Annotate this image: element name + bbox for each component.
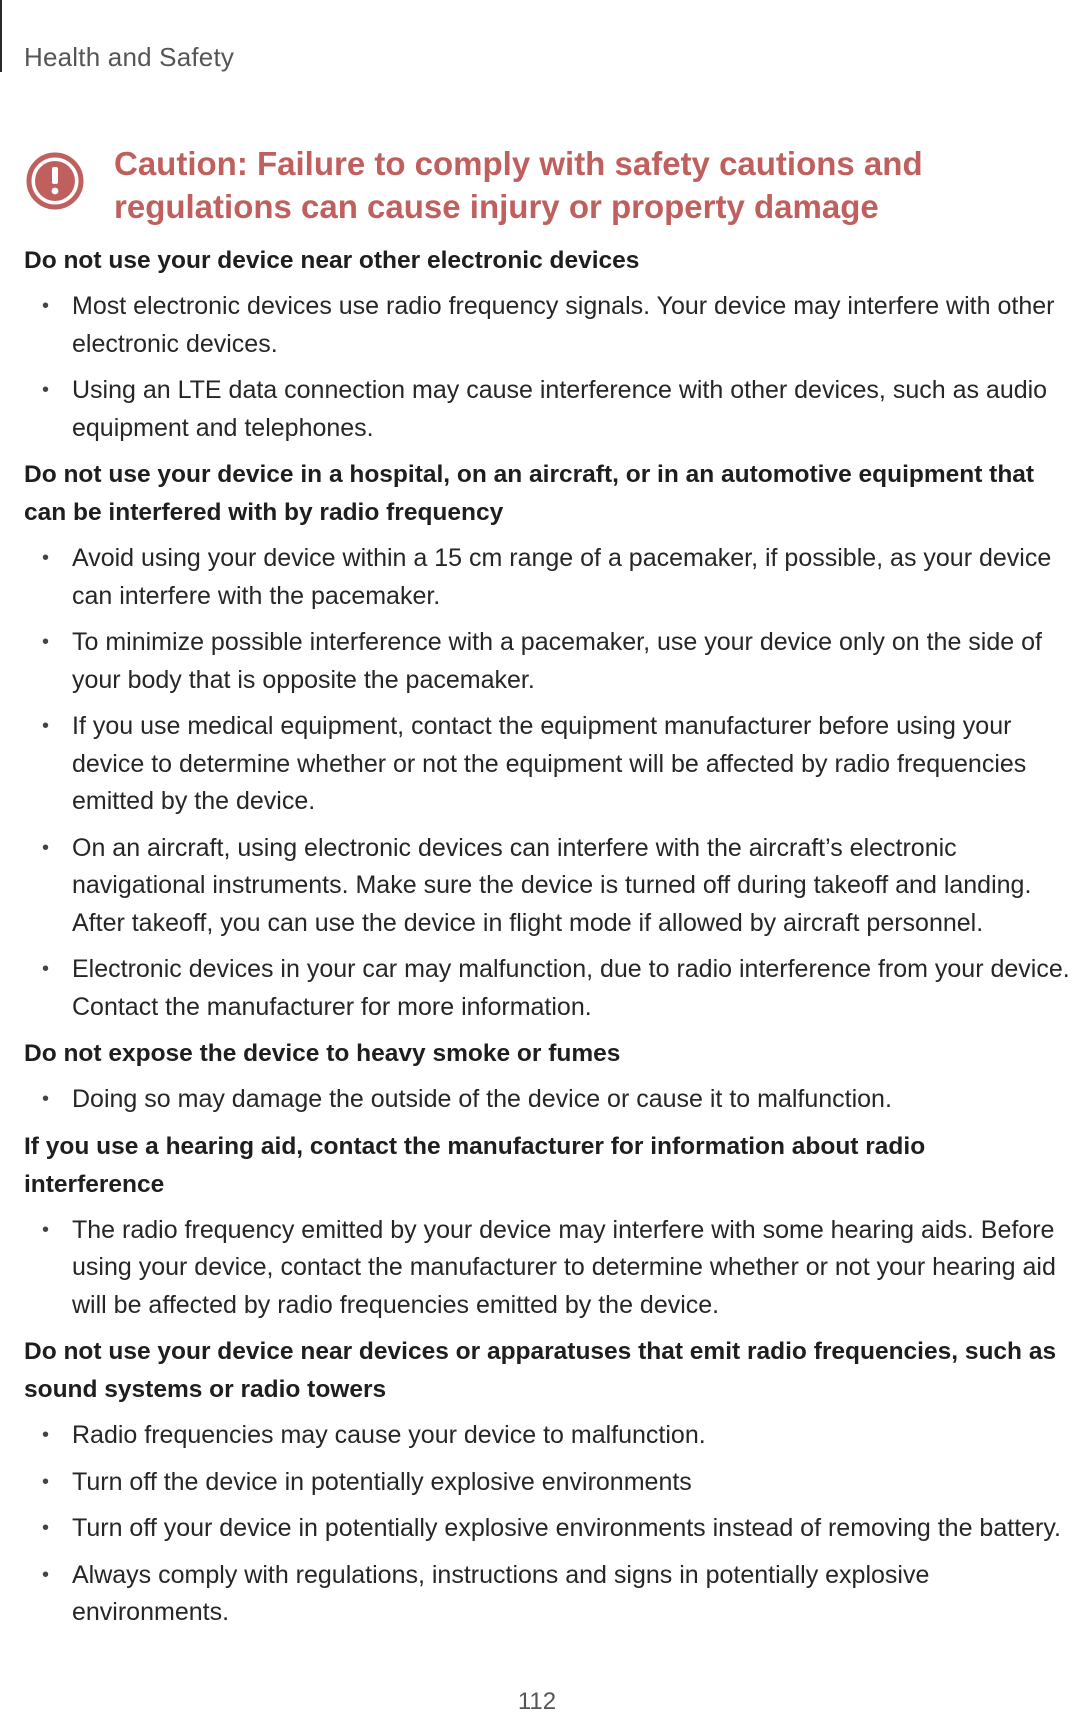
bullet-icon: •	[42, 1517, 50, 1539]
list-item: • Always comply with regulations, instructions and signs in potentially explosive environments.	[24, 1557, 1070, 1632]
bullet-list	[24, 540, 1070, 1026]
section-heading: Do not use your device near devices or apparatuses that emit radio frequencies, such as sound systems or radio towers	[24, 1338, 1057, 1403]
list-item: • Turn off the device in potentially explosive environments	[24, 1464, 1070, 1502]
list-item: • Using an LTE data connection may cause interference with other devices, such as audio equipment and telephones.	[24, 372, 1070, 447]
page-number: 112	[517, 1688, 557, 1715]
section-heading: Do not use your device in a hospital, on an aircraft, or in an automotive equipment that can be interfered with by radio frequency	[24, 461, 1035, 526]
section-electronic-devices	[24, 242, 1070, 447]
list-item: • Radio frequencies may cause your device to malfunction.	[24, 1417, 1070, 1455]
section-hospital-aircraft	[24, 456, 1070, 1026]
bullet-icon: •	[42, 1218, 50, 1241]
safety-content	[24, 242, 1070, 1641]
list-item: • Turn off your device in potentially explosive environments instead of removing the battery.	[24, 1510, 1070, 1548]
list-item: • Electronic devices in your car may malfunction, due to radio interference from your device. Contact the manufacturer for more information.	[24, 951, 1070, 1026]
list-item: • Avoid using your device within a 15 cm range of a pacemaker, if possible, as your device can interfere with the pacemaker.	[24, 540, 1070, 615]
bullet-icon: •	[42, 547, 50, 569]
caution-title: Caution: Failure to comply with safety cautions and regulations can cause injury or property damage	[114, 145, 923, 225]
page-edge-line	[0, 0, 2, 72]
running-head: Health and Safety	[24, 42, 235, 72]
bullet-icon: •	[42, 1470, 50, 1493]
section-heading: Do not expose the device to heavy smoke or fumes	[24, 1040, 621, 1067]
bullet-list	[24, 1212, 1070, 1325]
bullet-icon: •	[42, 1088, 50, 1110]
bullet-list	[24, 1081, 1070, 1119]
bullet-icon: •	[42, 958, 50, 980]
list-item: • If you use medical equipment, contact the equipment manufacturer before using your device to determine whether or not the equipment will be affected by radio frequencies emitted by the device.	[24, 708, 1070, 821]
bullet-icon: •	[42, 295, 50, 317]
bullet-list	[24, 288, 1070, 447]
section-hearing-aid	[24, 1128, 1070, 1325]
bullet-icon: •	[42, 1563, 50, 1586]
bullet-icon: •	[42, 631, 50, 653]
bullet-icon: •	[42, 715, 50, 737]
section-heading: Do not use your device near other electronic devices	[24, 247, 640, 274]
bullet-icon: •	[42, 379, 50, 401]
list-item: • Most electronic devices use radio frequency signals. Your device may interfere with other electronic devices.	[24, 288, 1070, 363]
section-radio-towers	[24, 1333, 1070, 1632]
exclamation-circle-icon	[26, 152, 84, 210]
bullet-list	[24, 1417, 1070, 1632]
bullet-icon: •	[42, 836, 50, 859]
section-smoke-fumes	[24, 1035, 1070, 1119]
caution-callout	[26, 142, 1066, 238]
bullet-icon: •	[42, 1424, 50, 1446]
list-item: • To minimize possible interference with a pacemaker, use your device only on the side of your body that is opposite the pacemaker.	[24, 624, 1070, 699]
list-item: • Doing so may damage the outside of the device or cause it to malfunction.	[24, 1081, 1070, 1119]
list-item: • On an aircraft, using electronic devices can interfere with the aircraft’s electronic navigational instruments. Make sure the device is turned off during takeoff and landing. After takeoff, you can use the device in flight mode if allowed by aircraft personnel.	[24, 830, 1070, 943]
section-heading: If you use a hearing aid, contact the manufacturer for information about radio interference	[24, 1132, 926, 1198]
list-item: • The radio frequency emitted by your device may interfere with some hearing aids. Before using your device, contact the manufacturer to determine whether or not your hearing aid will be affected by radio frequencies emitted by the device.	[24, 1212, 1070, 1325]
